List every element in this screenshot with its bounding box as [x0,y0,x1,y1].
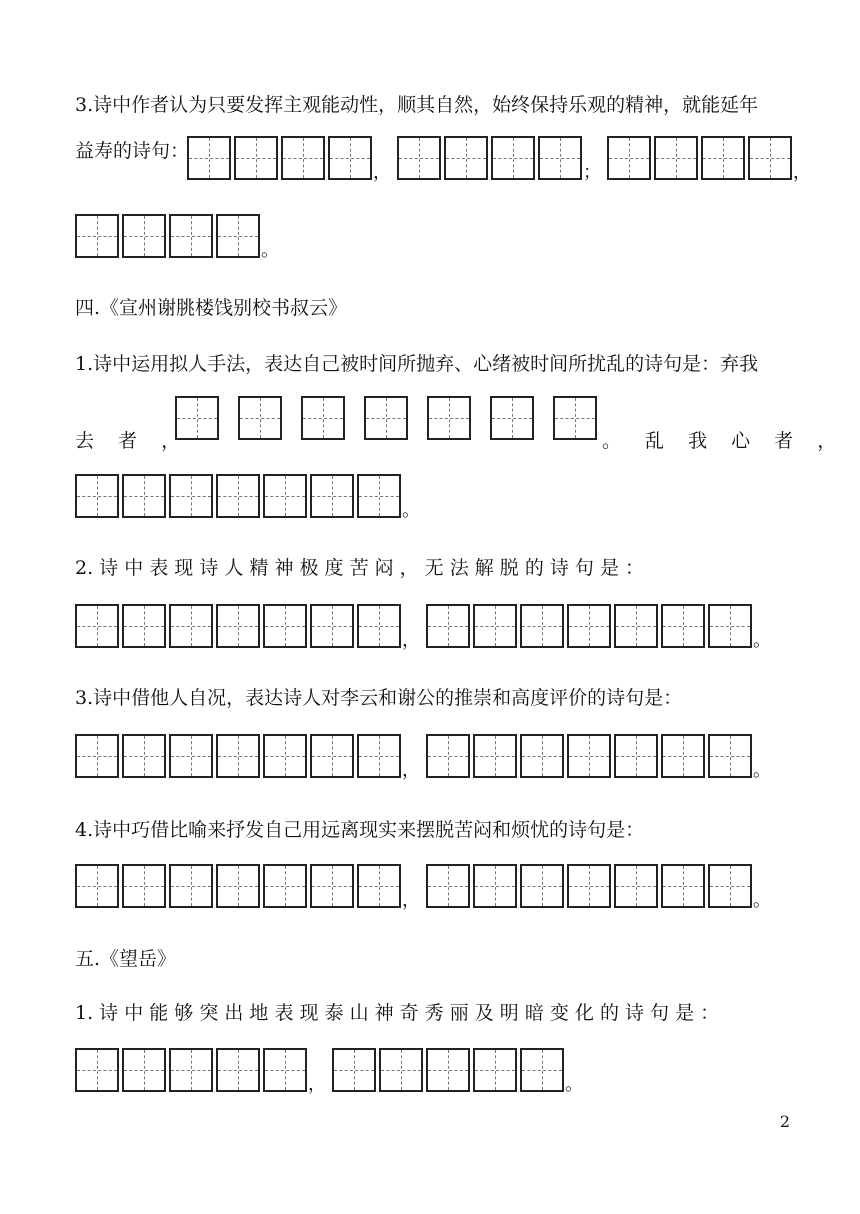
answer-box[interactable] [332,1048,376,1092]
answer-box[interactable] [607,136,651,180]
answer-box[interactable] [310,864,354,908]
period-mark: 。 [753,760,771,781]
answer-box[interactable] [122,604,166,648]
answer-box[interactable] [122,864,166,908]
page-number: 2 [779,1112,790,1131]
answer-box[interactable] [169,734,213,778]
answer-box[interactable] [490,396,534,440]
question-3-3-text-cont: 益寿的诗句： [75,140,190,162]
answer-box[interactable] [520,864,564,908]
answer-box[interactable] [310,604,354,648]
answer-grid-3-3-c [75,214,285,261]
answer-box[interactable] [701,136,745,180]
comma-mark: ， [373,162,391,183]
comma-mark: ， [402,890,420,911]
comma-mark: ， [402,630,420,651]
answer-box[interactable] [708,604,752,648]
section-5-heading: 五.《望岳》 [75,948,177,970]
answer-grid-4-1-b [75,474,426,521]
answer-box[interactable] [75,474,119,518]
answer-box[interactable] [427,396,471,440]
answer-box[interactable] [169,1048,213,1092]
answer-box[interactable] [216,734,260,778]
answer-box[interactable] [122,474,166,518]
answer-box[interactable] [75,604,119,648]
answer-box[interactable] [426,734,470,778]
answer-box[interactable] [748,136,792,180]
answer-box[interactable] [553,396,597,440]
period-mark: 。 [402,500,420,521]
answer-box[interactable] [538,136,582,180]
answer-box[interactable] [397,136,441,180]
answer-box[interactable] [708,734,752,778]
answer-box[interactable] [614,864,658,908]
answer-grid-3-3-a [75,136,195,161]
answer-box[interactable] [654,136,698,180]
question-3-3-text: 3.诗中作者认为只要发挥主观能动性，顺其自然，始终保持乐观的精神，就能延年 [75,94,759,116]
answer-grid-4-1-a [175,396,600,440]
question-4-1-text-a: 去 者 ， [75,430,190,452]
answer-box[interactable] [661,864,705,908]
comma-mark: ， [308,1074,326,1095]
question-4-4-text: 4.诗中巧借比喻来抒发自己用远离现实来摆脱苦闷和烦忧的诗句是： [75,819,645,841]
answer-box[interactable] [75,864,119,908]
answer-box[interactable] [122,214,166,258]
answer-box[interactable] [234,136,278,180]
answer-grid-5-1 [75,1048,589,1095]
answer-box[interactable] [169,604,213,648]
period-mark: 。 [753,890,771,911]
answer-box[interactable] [310,734,354,778]
answer-box[interactable] [614,604,658,648]
answer-box[interactable] [263,734,307,778]
answer-box[interactable] [426,1048,470,1092]
period-mark: 。 [753,630,771,651]
answer-box[interactable] [379,1048,423,1092]
answer-box[interactable] [357,734,401,778]
answer-grid-4-3 [75,734,777,781]
answer-grid-4-2 [75,604,777,651]
semicolon-mark: ； [583,162,601,183]
answer-box[interactable] [216,604,260,648]
answer-box[interactable] [661,604,705,648]
answer-box[interactable] [216,474,260,518]
answer-box[interactable] [567,604,611,648]
section-4-heading: 四.《宣州谢朓楼饯别校书叔云》 [75,297,348,319]
answer-box[interactable] [122,734,166,778]
answer-box[interactable] [357,864,401,908]
answer-box[interactable] [567,864,611,908]
answer-box[interactable] [520,1048,564,1092]
answer-box[interactable] [473,1048,517,1092]
answer-box[interactable] [238,396,282,440]
answer-box[interactable] [473,864,517,908]
answer-box[interactable] [301,396,345,440]
answer-box[interactable] [281,136,325,180]
answer-grid-3-3-b [187,136,817,183]
answer-box[interactable] [357,604,401,648]
answer-box[interactable] [216,1048,260,1092]
answer-grid-4-4 [75,864,777,911]
question-4-3-text: 3.诗中借他人自况，表达诗人对李云和谢公的推崇和高度评价的诗句是： [75,687,683,709]
comma-mark: ， [402,760,420,781]
answer-box[interactable] [263,474,307,518]
answer-box[interactable] [75,214,119,258]
answer-box[interactable] [75,1048,119,1092]
question-5-1-text: 1. 诗 中 能 够 突 出 地 表 现 泰 山 神 奇 秀 丽 及 明 暗 变 化 的 诗 句 是 ： [75,1002,720,1024]
answer-box[interactable] [473,604,517,648]
answer-box[interactable] [263,1048,307,1092]
answer-box[interactable] [169,474,213,518]
answer-box[interactable] [169,864,213,908]
answer-box[interactable] [263,864,307,908]
period-mark: 。 [565,1074,583,1095]
question-4-1-text: 1.诗中运用拟人手法，表达自己被时间所抛弃、心绪被时间所扰乱的诗句是：弃我 [75,353,759,375]
answer-box[interactable] [491,136,535,180]
answer-box[interactable] [310,474,354,518]
answer-box[interactable] [520,734,564,778]
answer-box[interactable] [75,734,119,778]
answer-box[interactable] [357,474,401,518]
question-4-2-text: 2. 诗 中 表 现 诗 人 精 神 极 度 苦 闷 ， 无 法 解 脱 的 诗 句 是 ： [75,557,644,579]
answer-box[interactable] [426,864,470,908]
answer-box[interactable] [426,604,470,648]
answer-box[interactable] [614,734,658,778]
answer-box[interactable] [444,136,488,180]
answer-box[interactable] [216,864,260,908]
answer-box[interactable] [364,396,408,440]
comma-mark: ， [793,162,811,183]
answer-box[interactable] [175,396,219,440]
answer-box[interactable] [122,1048,166,1092]
answer-box[interactable] [708,864,752,908]
answer-box[interactable] [473,734,517,778]
answer-box[interactable] [263,604,307,648]
answer-box[interactable] [661,734,705,778]
answer-box[interactable] [520,604,564,648]
answer-box[interactable] [187,136,231,180]
period-mark: 。 [261,240,279,261]
answer-box[interactable] [169,214,213,258]
answer-box[interactable] [328,136,372,180]
answer-box[interactable] [216,214,260,258]
question-4-1-text-b: 。 乱 我 心 者 ， [602,430,846,452]
answer-box[interactable] [567,734,611,778]
